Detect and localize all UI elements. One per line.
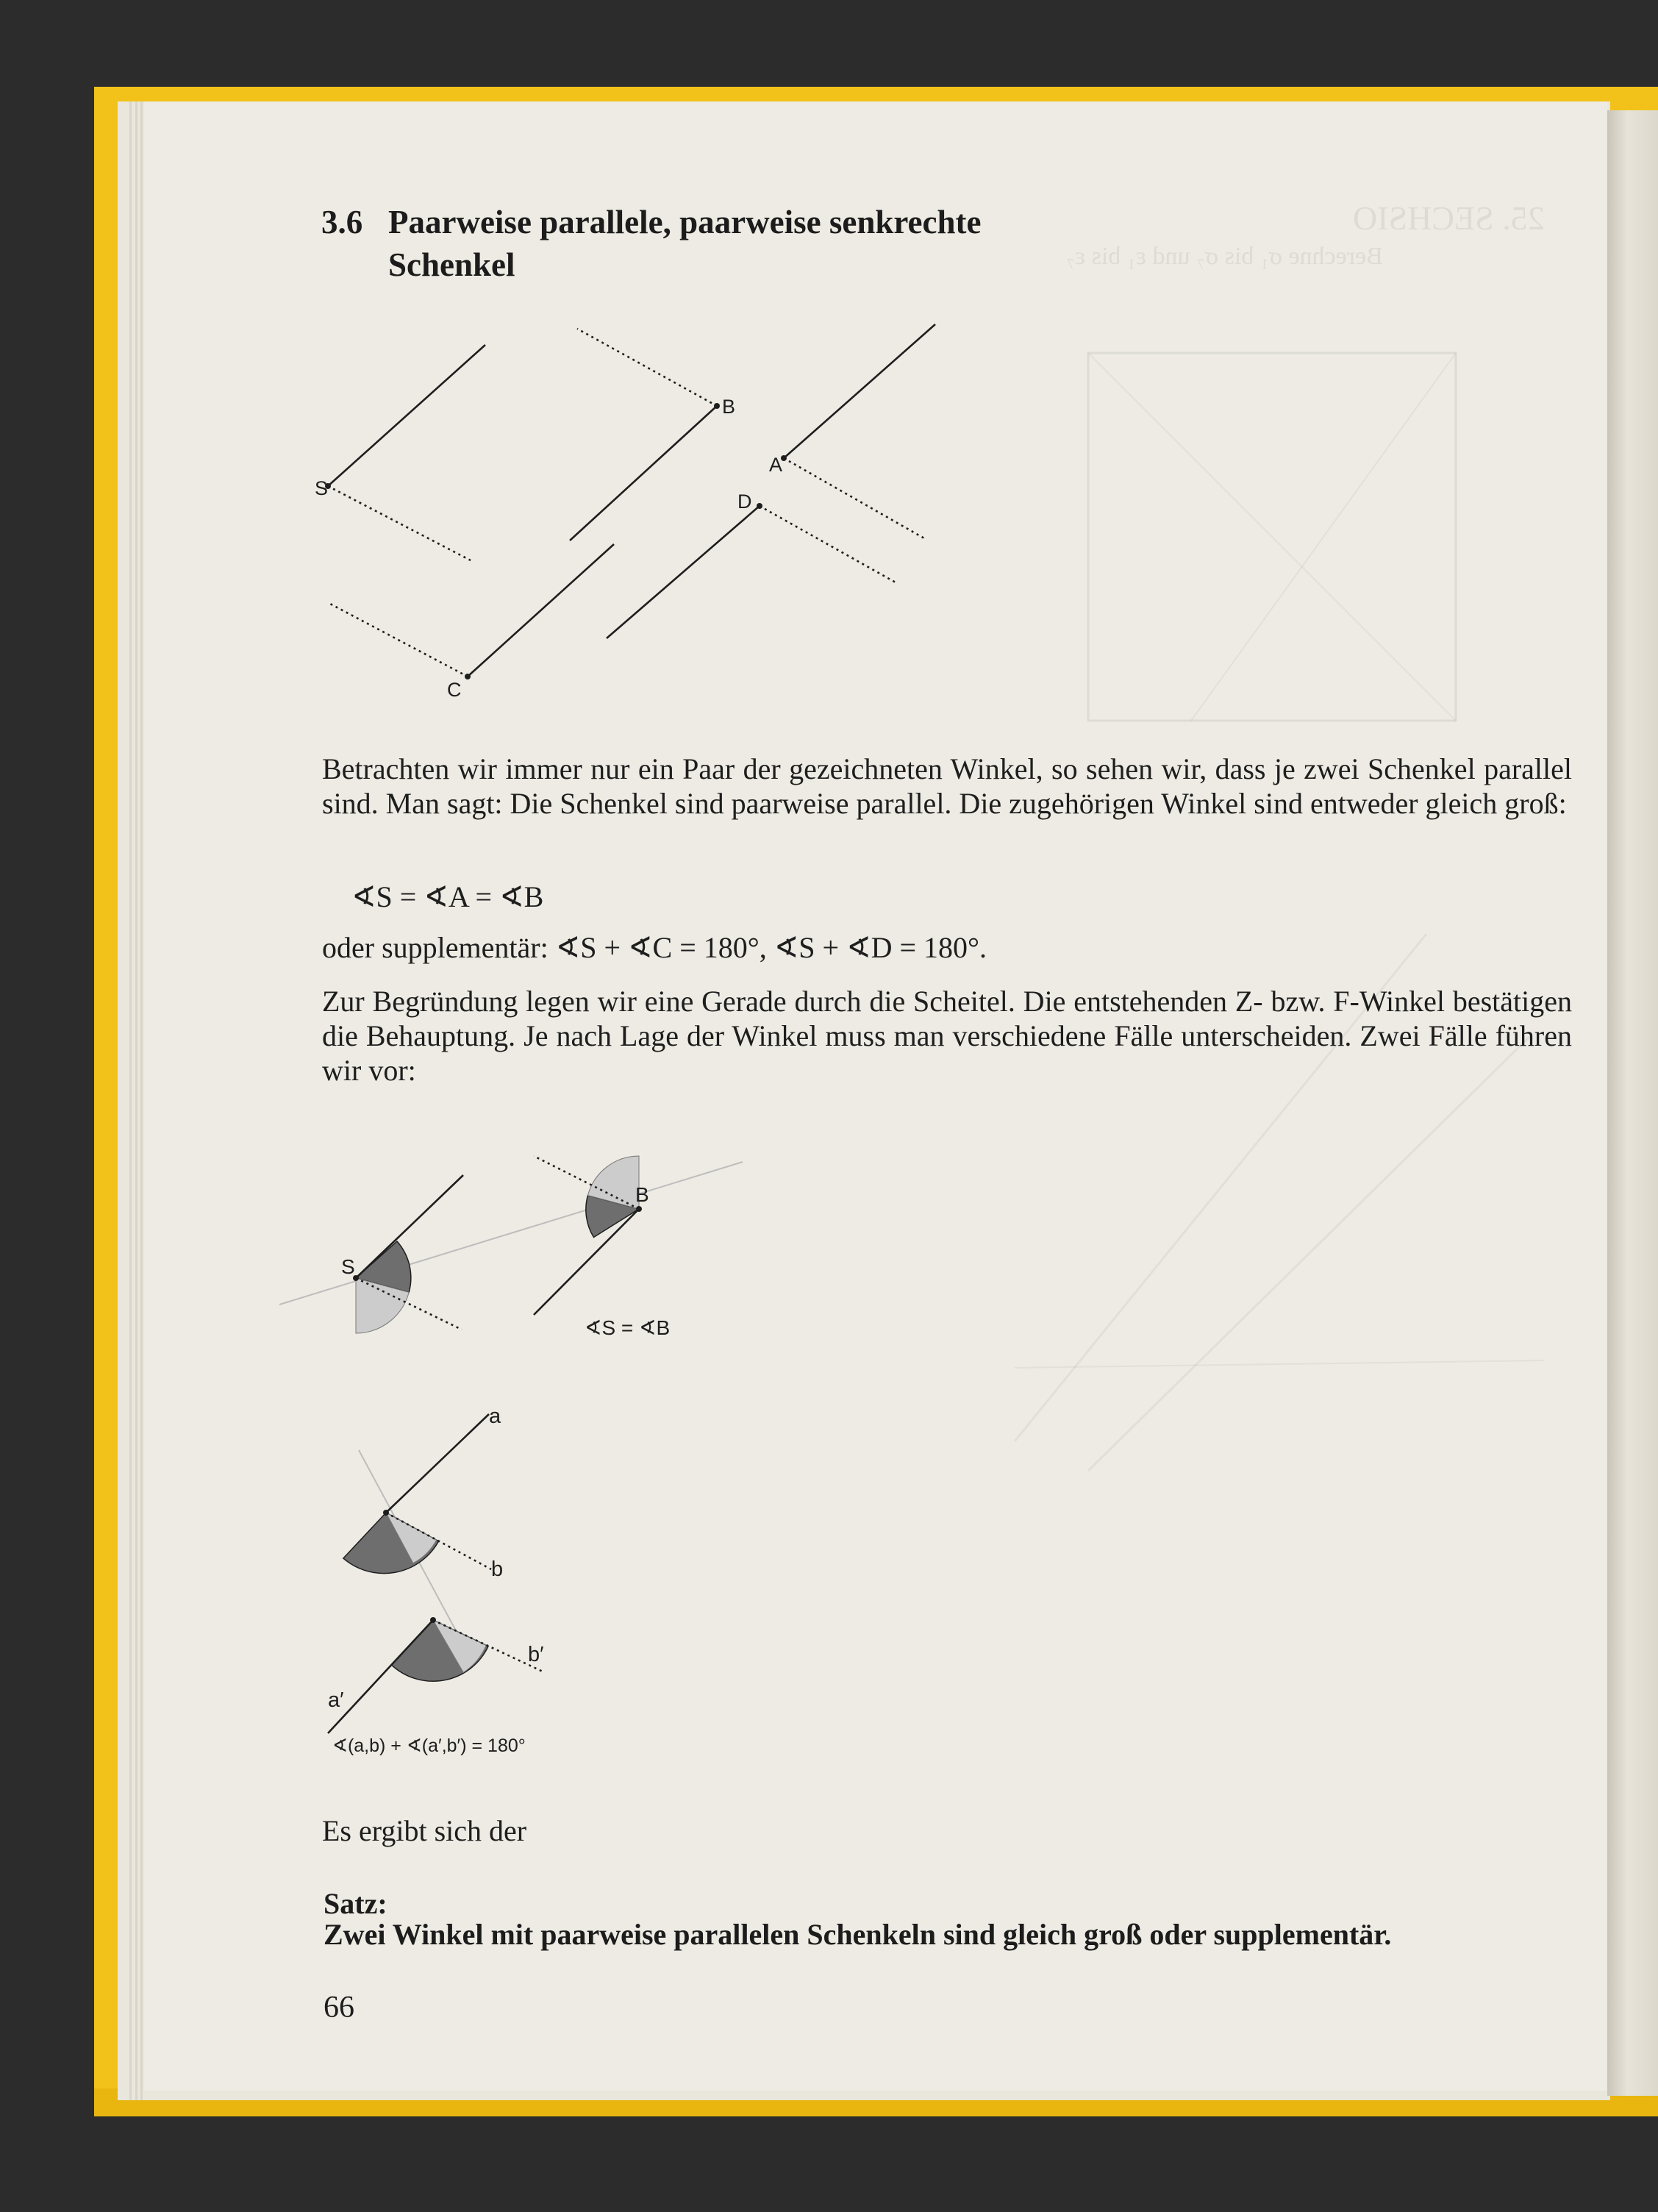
angle-a-leg-solid	[784, 324, 935, 458]
angle-b-leg-solid	[570, 406, 717, 540]
angle-b-leg-solid	[534, 1209, 639, 1315]
label-d: D	[737, 490, 752, 513]
label-a: A	[769, 454, 783, 476]
caption-supplementary: ∢(a,b) + ∢(a′,b′) = 180°	[332, 1735, 526, 1756]
label-b: b	[491, 1558, 504, 1581]
angle-b-leg-dotted	[577, 329, 717, 406]
transversal-line	[279, 1162, 743, 1305]
label-b: B	[722, 396, 736, 418]
theorem-text: Zwei Winkel mit paarweise parallelen Schenkeln sind gleich groß oder supplementär.	[324, 1918, 1392, 1951]
angle-d-leg-dotted	[760, 506, 896, 582]
page-stack-line	[135, 101, 137, 2100]
page-stack-line	[129, 101, 132, 2100]
section-number: 3.6	[321, 204, 363, 240]
label-a-prime: a′	[328, 1688, 344, 1712]
ray-a	[386, 1414, 489, 1513]
angle-s-leg-solid	[356, 1175, 463, 1278]
vertex-b	[714, 403, 720, 409]
angle-c-leg-solid	[468, 544, 614, 677]
vertex-d	[757, 503, 762, 509]
show-through-text: 25. SECHSIO	[1353, 199, 1545, 237]
figure-equal-angles-s-b	[324, 1162, 706, 1353]
vertex-b	[636, 1206, 642, 1212]
angle-s-leg-solid	[328, 345, 485, 486]
label-a: a	[489, 1405, 501, 1428]
page-stack-line	[140, 101, 143, 2100]
figure-parallel-angles	[294, 309, 956, 721]
show-through-figure	[1081, 331, 1478, 743]
theorem-label: Satz:	[324, 1887, 387, 1920]
facing-page-edge	[1607, 110, 1658, 2096]
caption-equal-angles: ∢S = ∢B	[585, 1316, 671, 1339]
vertex-ab	[383, 1510, 389, 1516]
angle-s-leg-dotted	[328, 486, 471, 560]
angle-c-leg-dotted	[329, 603, 468, 677]
label-b-prime: b′	[528, 1643, 544, 1666]
vertex-a-prime-b-prime	[430, 1617, 436, 1623]
label-b: B	[635, 1183, 649, 1206]
section-title-line-2: Schenkel	[388, 246, 515, 283]
show-through-text: Berechne σ₁ bis σ₇ und ε₁ bis ε₇	[1066, 243, 1383, 270]
section-title-line-1: Paarweise parallele, paarweise senkrechte	[388, 204, 982, 240]
page-number: 66	[324, 1991, 354, 2024]
label-c: C	[447, 679, 462, 701]
paragraph-pairwise-parallel: Betrachten wir immer nur ein Paar der gezeichneten Winkel, so sehen wir, dass je zwei Schenkel parallel sind. Man sagt: Die Schenkel sind paarweise parallel. Die zugehörigen Winkel sind entweder gleich groß:	[322, 752, 1572, 820]
paragraph-justification: Zur Begründung legen wir eine Gerade durch die Scheitel. Die entstehenden Z- bzw. F-Winkel bestätigen die Behauptung. Je nach Lage der Winkel muss man verschiedene Fälle unterscheiden. Zwei Fälle führen wir vor:	[322, 985, 1572, 1087]
angle-a-leg-dotted	[784, 458, 924, 538]
conclusion-text: Es ergibt sich der	[322, 1814, 527, 1847]
label-s: S	[341, 1255, 355, 1278]
equation-supplementary: oder supplementär: ∢S + ∢C = 180°, ∢S + ∢D = 180°.	[322, 931, 987, 964]
figure-supplementary-angles	[316, 1394, 596, 1769]
label-s: S	[315, 477, 329, 499]
angle-d-leg-solid	[607, 506, 760, 638]
equation-equal-angles: ∢S = ∢A = ∢B	[351, 880, 544, 913]
vertex-c	[465, 674, 471, 679]
